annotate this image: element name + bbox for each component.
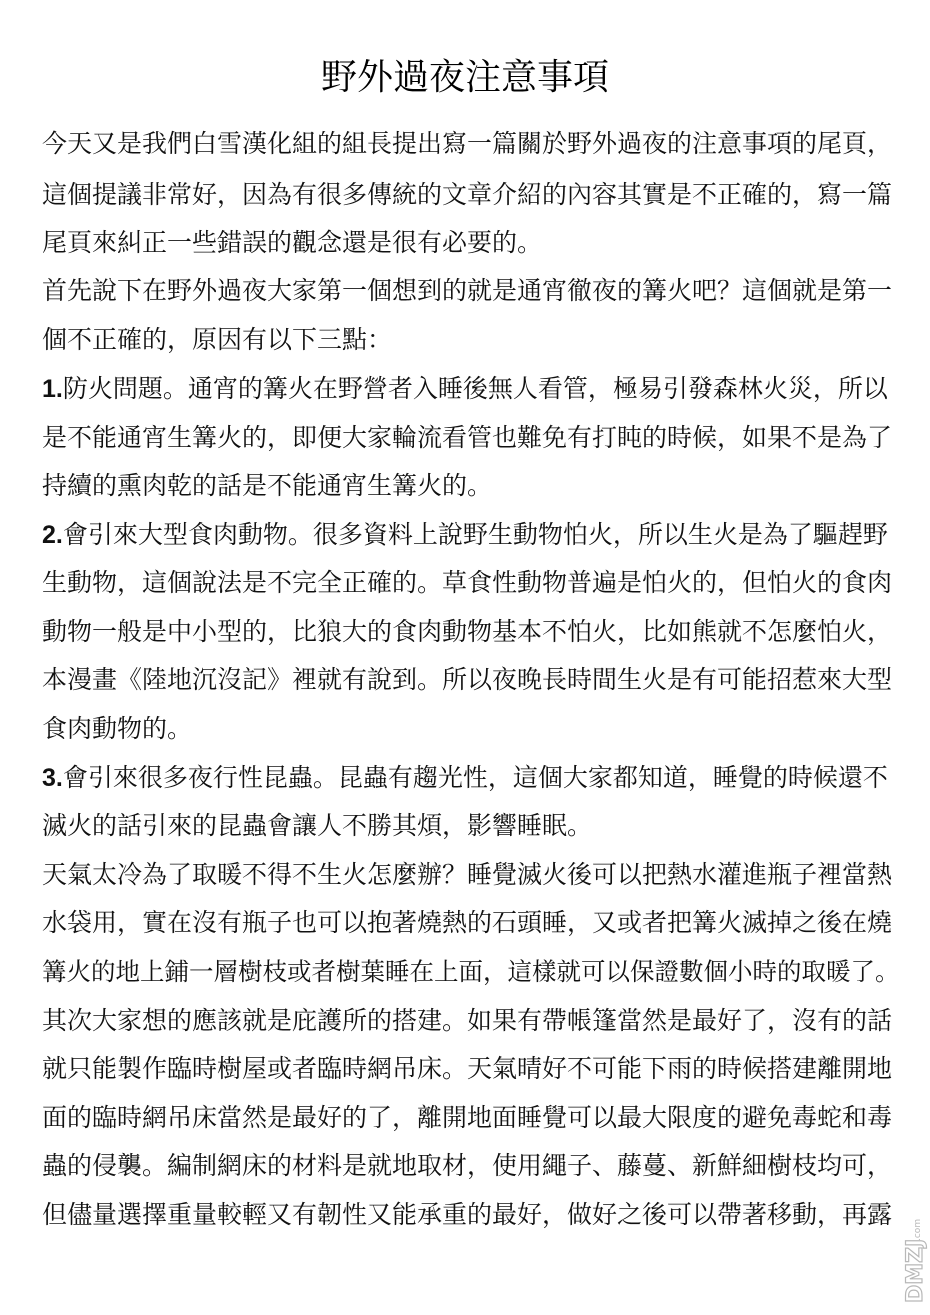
- text-line: 本漫畫《陸地沉沒記》裡就有說到。所以夜晚長時間生火是有可能招惹來大型: [42, 665, 893, 694]
- text-line: 就只能製作臨時樹屋或者臨時網吊床。天氣晴好不可能下雨的時候搭建離開地: [42, 1054, 893, 1083]
- dmzj-logo-icon: [896, 1195, 930, 1305]
- text-line: 食肉動物的。: [42, 714, 193, 743]
- text-line: 篝火的地上鋪一層樹枝或者樹葉睡在上面，這樣就可以保證數個小時的取暖了。: [42, 957, 900, 986]
- text-line: 其次大家想的應該就是庇護所的搭建。如果有帶帳篷當然是最好了，沒有的話: [42, 1006, 893, 1035]
- text-line: 滅火的話引來的昆蟲會讓人不勝其煩，影響睡眠。: [42, 811, 593, 840]
- text-line: 這個提議非常好，因為有很多傳統的文章介紹的內容其實是不正確的，寫一篇: [42, 180, 893, 209]
- text-line: 但儘量選擇重量較輕又有韌性又能承重的最好，做好之後可以帶著移動，再露: [42, 1200, 893, 1229]
- text-line: 首先說下在野外過夜大家第一個想到的就是通宵徹夜的篝火吧？這個就是第一: [42, 276, 893, 305]
- text-line: 尾頁來糾正一些錯誤的觀念還是很有必要的。: [42, 228, 543, 257]
- text-line: 今天又是我們白雪漢化組的組長提出寫一篇關於野外過夜的注意事項的尾頁，: [42, 129, 893, 158]
- list-item-2: [42, 515, 888, 555]
- text-line: 個不正確的，原因有以下三點：: [42, 325, 393, 354]
- text-line: 是不能通宵生篝火的，即便大家輪流看管也難免有打盹的時候，如果不是為了: [42, 423, 893, 452]
- list-item-3: [42, 758, 888, 798]
- svg-text:.com: .com: [913, 1218, 923, 1241]
- list-number: 3.: [42, 764, 63, 792]
- page-title: 野外過夜注意事項: [320, 57, 609, 98]
- text-line: 天氣太冷為了取暖不得不生火怎麼辦？睡覺滅火後可以把熱水灌進瓶子裡當熱: [42, 860, 893, 889]
- svg-text:DMZJ: DMZJ: [903, 1238, 928, 1303]
- text-line: 會引來大型食肉動物。很多資料上說野生動物怕火，所以生火是為了驅趕野: [62, 520, 888, 549]
- text-line: 生動物，這個說法是不完全正確的。草食性動物普遍是怕火的，但怕火的食肉: [42, 568, 893, 597]
- text-line: 持續的熏肉乾的話是不能通宵生篝火的。: [42, 471, 493, 500]
- list-number: 1.: [42, 375, 63, 403]
- text-line: 動物一般是中小型的，比狼大的食肉動物基本不怕火，比如熊就不怎麼怕火，: [42, 617, 893, 646]
- text-line: 蟲的侵襲。編制網床的材料是就地取材，使用繩子、藤蔓、新鮮細樹枝均可，: [42, 1151, 893, 1180]
- text-line: 水袋用，實在沒有瓶子也可以抱著燒熱的石頭睡，又或者把篝火滅掉之後在燒: [42, 908, 893, 937]
- text-line: 會引來很多夜行性昆蟲。昆蟲有趨光性，這個大家都知道，睡覺的時候還不: [62, 763, 888, 792]
- text-line: 防火問題。通宵的篝火在野營者入睡後無人看管，極易引發森林火災，所以: [62, 374, 888, 403]
- text-line: 面的臨時網吊床當然是最好的了，離開地面睡覺可以最大限度的避免毒蛇和毒: [42, 1103, 893, 1132]
- list-number: 2.: [42, 521, 63, 549]
- list-item-1: [42, 369, 888, 409]
